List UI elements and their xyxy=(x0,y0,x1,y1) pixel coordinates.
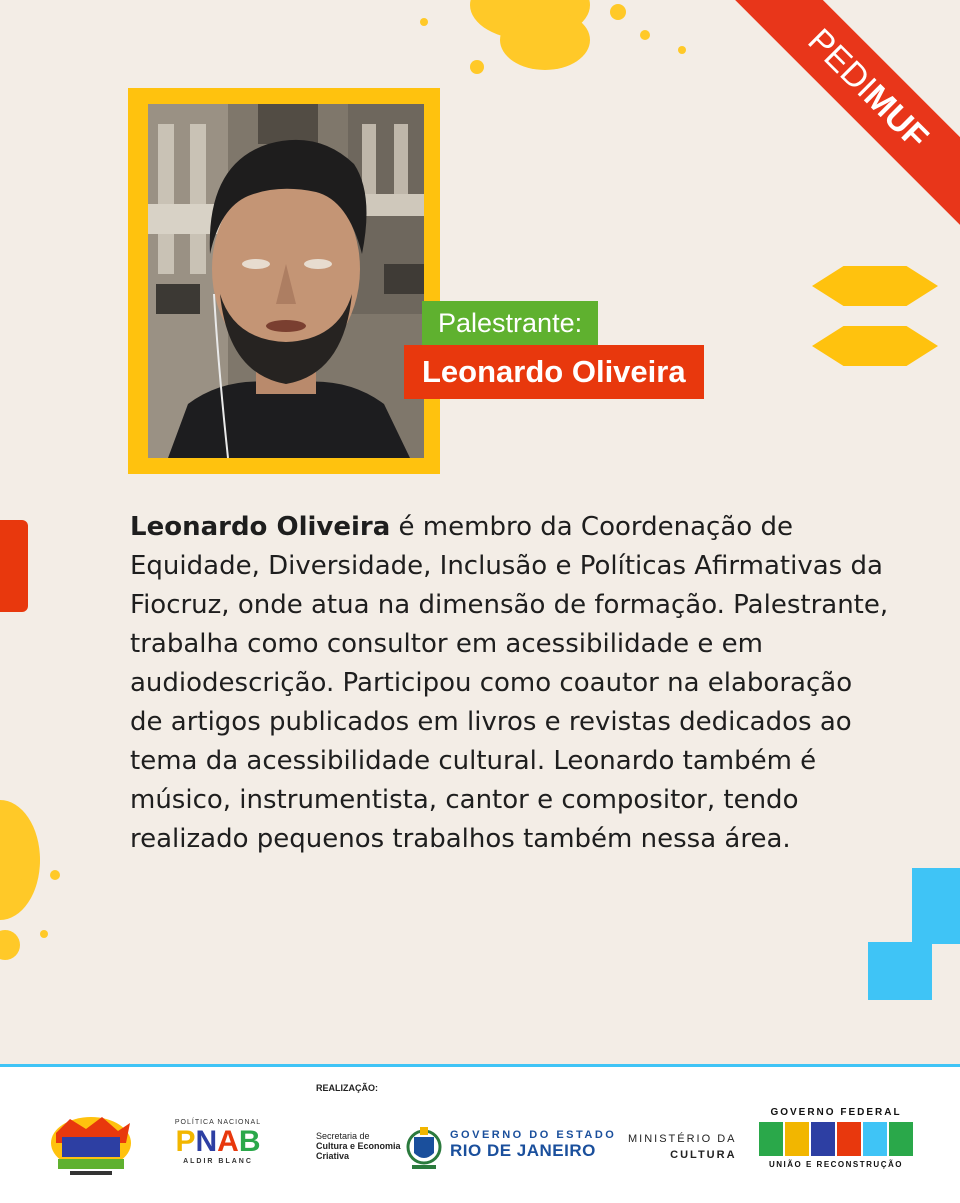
ribbon-text-bold: MUF xyxy=(856,77,936,157)
red-side-tab xyxy=(0,520,28,612)
yellow-chevron-top xyxy=(812,266,938,306)
gf-bottom-text: UNIÃO E RECONSTRUÇÃO xyxy=(768,1160,903,1169)
brasil-wordmark xyxy=(756,1122,916,1156)
pnab-letter-p: P xyxy=(175,1125,196,1158)
pnab-top: POLÍTICA NACIONAL xyxy=(174,1119,262,1126)
ribbon-text-light: PEDI xyxy=(800,21,884,105)
blue-block-lower xyxy=(868,942,932,1000)
secretaria-line-1: Secretaria de xyxy=(316,1131,370,1141)
speaker-name: Leonardo Oliveira xyxy=(404,345,704,399)
corner-ribbon xyxy=(700,0,960,260)
blue-block-upper xyxy=(912,868,960,944)
realizacao-label: REALIZAÇÃO: xyxy=(316,1083,378,1093)
bio-text: é membro da Coordenação de Equidade, Diversidade, Inclusão e Políticas Afirmativas da Fiocruz, onde atua na dimensão de formação. Palestrante, trabalha como consultor em acessibilidade e em audiodescrição. Participou como coautor na elaboração de artigos publicados em livros e revistas dedicados ao tema da acessibilidade cultural. Leonardo também é músico, instrumentista, cantor e compositor, tendo realizado pequenos trabalhos também nessa área. xyxy=(130,512,889,854)
pnab-letters xyxy=(170,1126,266,1158)
speaker-photo-frame xyxy=(128,88,440,474)
minc-line-1: MINISTÉRIO DA xyxy=(628,1133,737,1145)
pnab-letter-b: B xyxy=(238,1125,261,1158)
secretaria-logo-text xyxy=(316,1131,402,1161)
gov-rj-line-2: RIO DE JANEIRO xyxy=(450,1141,596,1160)
ministerio-cultura-logo xyxy=(628,1131,737,1163)
governo-federal-logo xyxy=(756,1107,916,1169)
pnab-letter-n: N xyxy=(195,1125,218,1158)
pnab-bottom: ALDIR BLANC xyxy=(183,1158,253,1165)
speaker-bio xyxy=(130,508,890,859)
minc-line-2: CULTURA xyxy=(670,1149,737,1161)
bio-name: Leonardo Oliveira xyxy=(130,512,391,542)
pnab-letter-a: A xyxy=(217,1125,239,1158)
speaker-photo xyxy=(148,104,424,458)
secretaria-line-3: Criativa xyxy=(316,1151,350,1161)
pnab-logo xyxy=(170,1119,266,1183)
secretaria-line-2: Cultura e Economia xyxy=(316,1141,401,1151)
rio-state-crest-icon xyxy=(404,1123,444,1173)
gov-rj-line-1: GOVERNO DO ESTADO xyxy=(450,1129,617,1141)
sponsor-footer xyxy=(0,1064,960,1203)
speaker-photo-illustration xyxy=(148,104,424,458)
governo-rj-logo xyxy=(450,1129,616,1161)
gf-top-text: GOVERNO FEDERAL xyxy=(770,1107,902,1118)
speaker-label: Palestrante: xyxy=(422,301,598,345)
museu-de-favela-logo xyxy=(46,1113,136,1179)
yellow-chevron-bottom xyxy=(812,326,938,366)
